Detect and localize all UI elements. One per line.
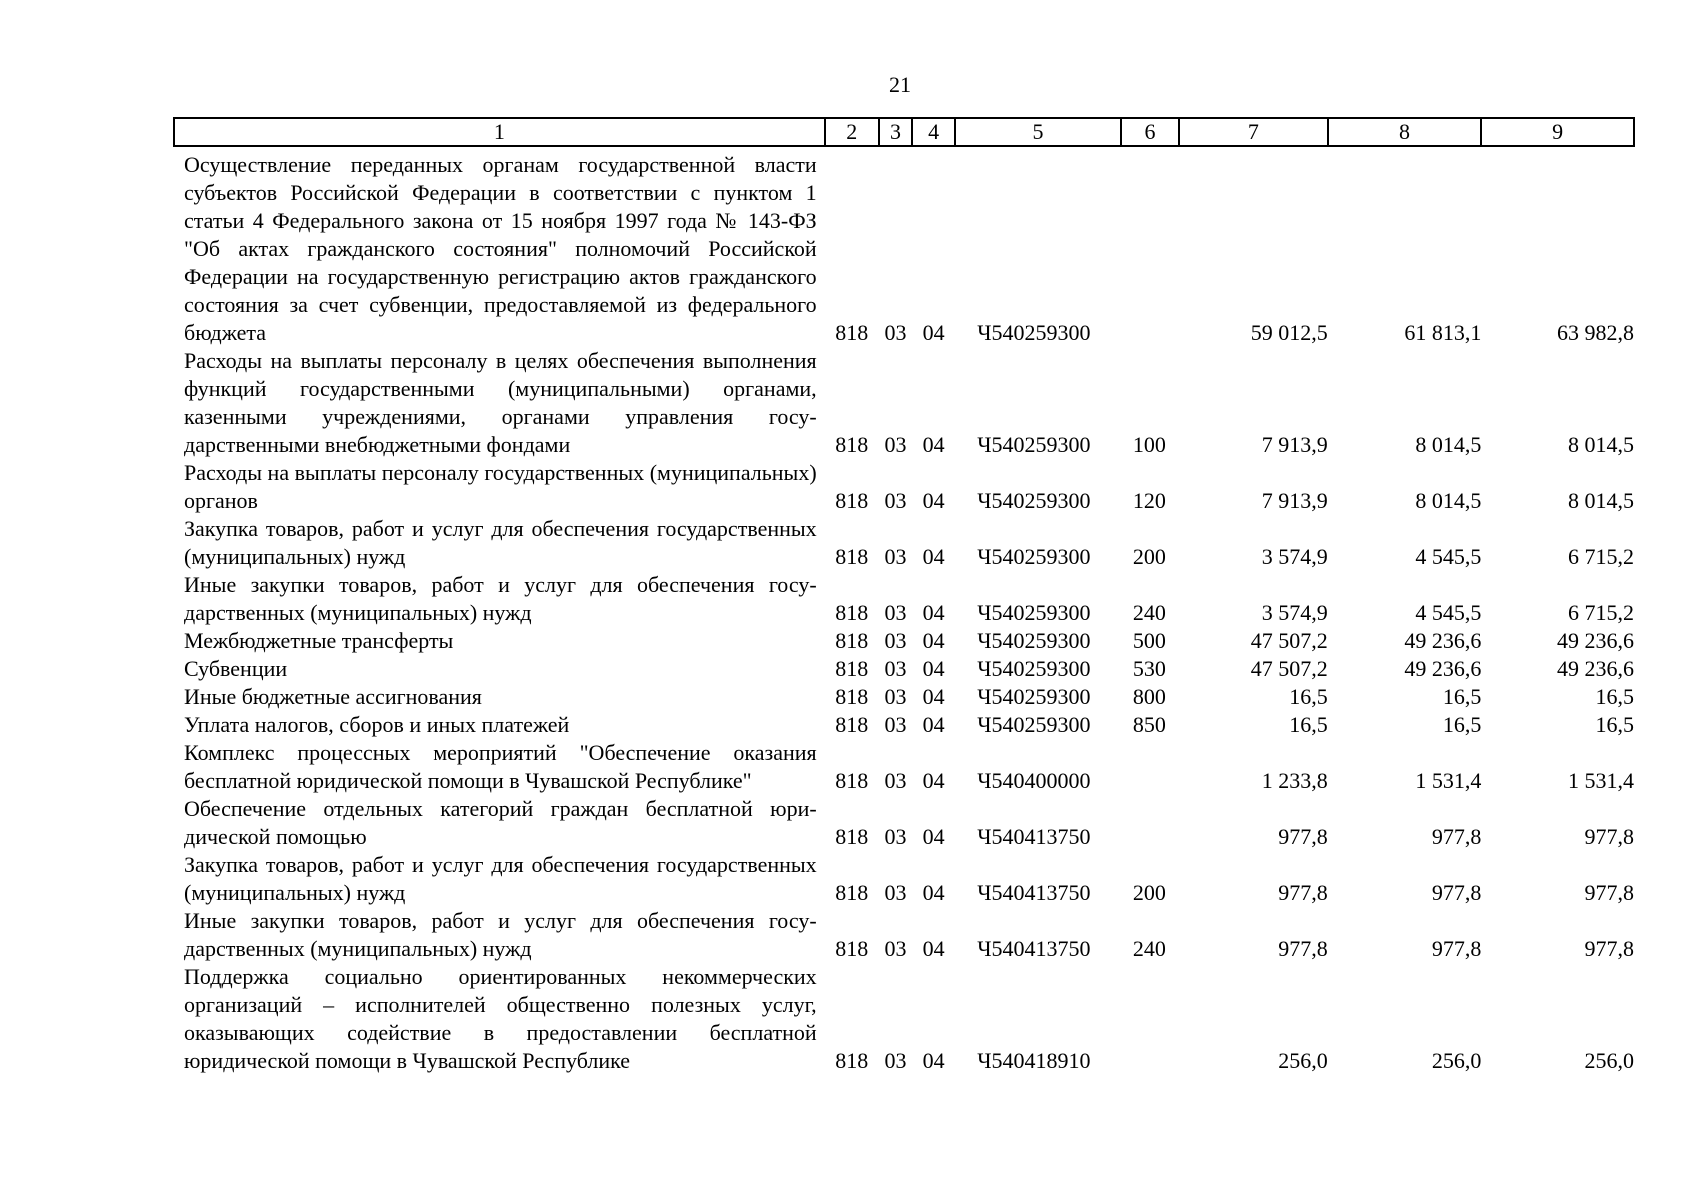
row-subsection-code: 04 [922,544,945,569]
row-subsection-code: 04 [922,936,945,961]
row-section-code: 03 [884,712,907,737]
table-row [174,515,1634,571]
row-expense-type: 100 [1132,432,1166,457]
row-subsection-code: 04 [922,600,945,625]
row-section-code: 03 [884,432,907,457]
row-name: Уплата налогов, сборов и иных платежей [184,712,570,737]
row-subsection-code: 04 [922,628,945,653]
row-expense-type: 240 [1132,936,1166,961]
page-number: 21 [889,72,911,97]
row-expense-type: 120 [1132,488,1166,513]
row-target-article: Ч540259300 [977,628,1091,653]
row-amount-col8: 49 236,6 [1404,656,1482,681]
row-amount-col9: 256,0 [1584,1048,1634,1073]
row-name: Закупка товаров, работ и услуг для обеспечения государственных (муниципальных) нужд [184,852,817,905]
row-section-code: 03 [884,880,907,905]
row-target-article: Ч540413750 [977,880,1091,905]
row-amount-col7: 256,0 [1278,1048,1328,1073]
row-name: Субвенции [184,656,288,681]
row-expense-type: 240 [1132,600,1166,625]
row-ministry-code: 818 [835,684,869,709]
row-ministry-code: 818 [835,768,869,793]
row-target-article: Ч540413750 [977,824,1091,849]
row-target-article: Ч540259300 [977,320,1091,345]
row-amount-col9: 49 236,6 [1557,656,1634,681]
header-col-5: 5 [955,118,1121,146]
row-amount-col9: 6 715,2 [1568,544,1634,569]
row-expense-type: 200 [1132,544,1166,569]
row-subsection-code: 04 [922,712,945,737]
row-name: Иные закупки товаров, работ и услуг для обеспечения государственных (муниципальных) нужд [184,572,817,625]
row-section-code: 03 [884,936,907,961]
row-subsection-code: 04 [922,1048,945,1073]
row-section-code: 03 [884,684,907,709]
row-amount-col7: 977,8 [1278,880,1328,905]
row-target-article: Ч540259300 [977,656,1091,681]
table-row [174,151,1634,347]
budget-table [173,117,1635,1075]
row-target-article: Ч540413750 [977,936,1091,961]
row-expense-type: 530 [1132,656,1166,681]
row-expense-type [1121,963,1179,1075]
row-amount-col7: 1 233,8 [1261,768,1328,793]
row-target-article: Ч540259300 [977,488,1091,513]
row-name: Закупка товаров, работ и услуг для обеспечения государственных (муниципальных) нужд [184,516,817,569]
table-header-row [174,118,1634,146]
row-name: Расходы на выплаты персоналу государственных (муниципальных) органов [184,460,817,513]
row-name: Комплекс процессных мероприятий "Обеспечение оказания бесплатной юридической помощи в Чувашской Республике" [184,740,817,793]
row-section-code: 03 [884,320,907,345]
row-section-code: 03 [884,628,907,653]
row-target-article: Ч540259300 [977,684,1091,709]
row-amount-col8: 977,8 [1431,936,1482,961]
row-ministry-code: 818 [835,544,869,569]
row-subsection-code: 04 [922,684,945,709]
row-ministry-code: 818 [835,656,869,681]
row-expense-type [1121,739,1179,795]
header-col-3: 3 [879,118,912,146]
row-section-code: 03 [884,600,907,625]
row-subsection-code: 04 [922,488,945,513]
row-amount-col8: 8 014,5 [1415,432,1482,457]
row-ministry-code: 818 [835,320,869,345]
row-amount-col7: 16,5 [1289,712,1328,737]
row-amount-col8: 16,5 [1442,712,1482,737]
row-amount-col7: 977,8 [1278,936,1328,961]
row-amount-col9: 63 982,8 [1557,320,1634,345]
row-subsection-code: 04 [922,656,945,681]
row-ministry-code: 818 [835,628,869,653]
row-target-article: Ч540418910 [977,1048,1091,1073]
row-section-code: 03 [884,1048,907,1073]
row-name: Обеспечение отдельных категорий граждан бесплатной юридической помощью [184,796,817,849]
row-section-code: 03 [884,824,907,849]
row-amount-col8: 4 545,5 [1415,600,1482,625]
table-row [174,739,1634,795]
row-amount-col8: 49 236,6 [1404,628,1482,653]
row-target-article: Ч540259300 [977,600,1091,625]
row-name: Расходы на выплаты персоналу в целях обеспечения выполнения функций государственными (муниципальными) органами, казенными учреждениями, органами управления государственными внебюджетными фондами [184,348,817,457]
header-col-4: 4 [912,118,955,146]
header-col-6: 6 [1121,118,1179,146]
row-expense-type [1121,795,1179,851]
row-ministry-code: 818 [835,1048,869,1073]
row-amount-col8: 977,8 [1431,824,1482,849]
row-expense-type: 800 [1132,684,1166,709]
row-subsection-code: 04 [922,432,945,457]
header-col-2: 2 [825,118,879,146]
row-ministry-code: 818 [835,880,869,905]
row-amount-col9: 6 715,2 [1568,600,1634,625]
table-row [174,711,1634,739]
row-ministry-code: 818 [835,824,869,849]
row-target-article: Ч540259300 [977,544,1091,569]
row-section-code: 03 [884,656,907,681]
row-ministry-code: 818 [835,936,869,961]
row-section-code: 03 [884,544,907,569]
row-name: Осуществление переданных органам государственной власти субъектов Российской Федерации в соответствии с пунктом 1 статьи 4 Федерального закона от 15 ноября 1997 года № 143-ФЗ "Об актах гражданского состояния" полномочий Российской Федерации на государственную регистрацию актов гражданского состояния за счет субвенции, предоставляемой из федерального бюджета [184,152,817,345]
row-amount-col8: 61 813,1 [1404,320,1482,345]
row-amount-col8: 256,0 [1431,1048,1482,1073]
row-expense-type: 850 [1132,712,1166,737]
table-body [174,146,1634,1075]
row-target-article: Ч540259300 [977,432,1091,457]
row-amount-col8: 8 014,5 [1415,488,1482,513]
row-name: Межбюджетные трансферты [184,628,454,653]
row-amount-col7: 3 574,9 [1261,600,1328,625]
table-row [174,347,1634,459]
table-row [174,459,1634,515]
row-section-code: 03 [884,768,907,793]
row-name: Иные бюджетные ассигнования [184,684,482,709]
row-amount-col9: 16,5 [1595,712,1634,737]
row-amount-col8: 1 531,4 [1415,768,1482,793]
row-amount-col9: 1 531,4 [1568,768,1634,793]
row-amount-col9: 977,8 [1584,936,1634,961]
row-target-article: Ч540400000 [977,768,1091,793]
row-ministry-code: 818 [835,600,869,625]
row-expense-type: 200 [1132,880,1166,905]
row-amount-col9: 8 014,5 [1568,488,1634,513]
header-col-7: 7 [1179,118,1328,146]
row-ministry-code: 818 [835,432,869,457]
table-row [174,655,1634,683]
row-name: Поддержка социально ориентированных некоммерческих организаций – исполнителей общественно полезных услуг, оказывающих содействие в предоставлении бесплатной юридической помощи в Чувашской Республике [184,964,817,1073]
row-amount-col7: 3 574,9 [1261,544,1328,569]
row-amount-col9: 16,5 [1595,684,1634,709]
header-col-8: 8 [1328,118,1482,146]
table-row [174,907,1634,963]
row-expense-type: 500 [1132,628,1166,653]
row-amount-col9: 977,8 [1584,824,1634,849]
row-amount-col8: 16,5 [1442,684,1482,709]
table-row [174,683,1634,711]
header-col-9: 9 [1481,118,1634,146]
table-row [174,571,1634,627]
table-row [174,795,1634,851]
table-row [174,627,1634,655]
row-amount-col7: 47 507,2 [1250,628,1328,653]
row-section-code: 03 [884,488,907,513]
row-amount-col9: 977,8 [1584,880,1634,905]
table-row [174,851,1634,907]
row-target-article: Ч540259300 [977,712,1091,737]
row-amount-col7: 7 913,9 [1261,432,1328,457]
row-amount-col7: 47 507,2 [1250,656,1328,681]
header-col-1: 1 [174,118,825,146]
row-subsection-code: 04 [922,320,945,345]
row-name: Иные закупки товаров, работ и услуг для обеспечения государственных (муниципальных) нужд [184,908,817,961]
row-subsection-code: 04 [922,824,945,849]
row-amount-col9: 8 014,5 [1568,432,1634,457]
row-subsection-code: 04 [922,768,945,793]
row-amount-col8: 977,8 [1431,880,1482,905]
row-amount-col9: 49 236,6 [1557,628,1634,653]
row-amount-col7: 977,8 [1278,824,1328,849]
row-amount-col7: 59 012,5 [1250,320,1328,345]
row-expense-type [1121,151,1179,347]
row-amount-col8: 4 545,5 [1415,544,1482,569]
row-amount-col7: 7 913,9 [1261,488,1328,513]
row-subsection-code: 04 [922,880,945,905]
row-amount-col7: 16,5 [1289,684,1328,709]
table-row [174,963,1634,1075]
row-ministry-code: 818 [835,712,869,737]
row-ministry-code: 818 [835,488,869,513]
